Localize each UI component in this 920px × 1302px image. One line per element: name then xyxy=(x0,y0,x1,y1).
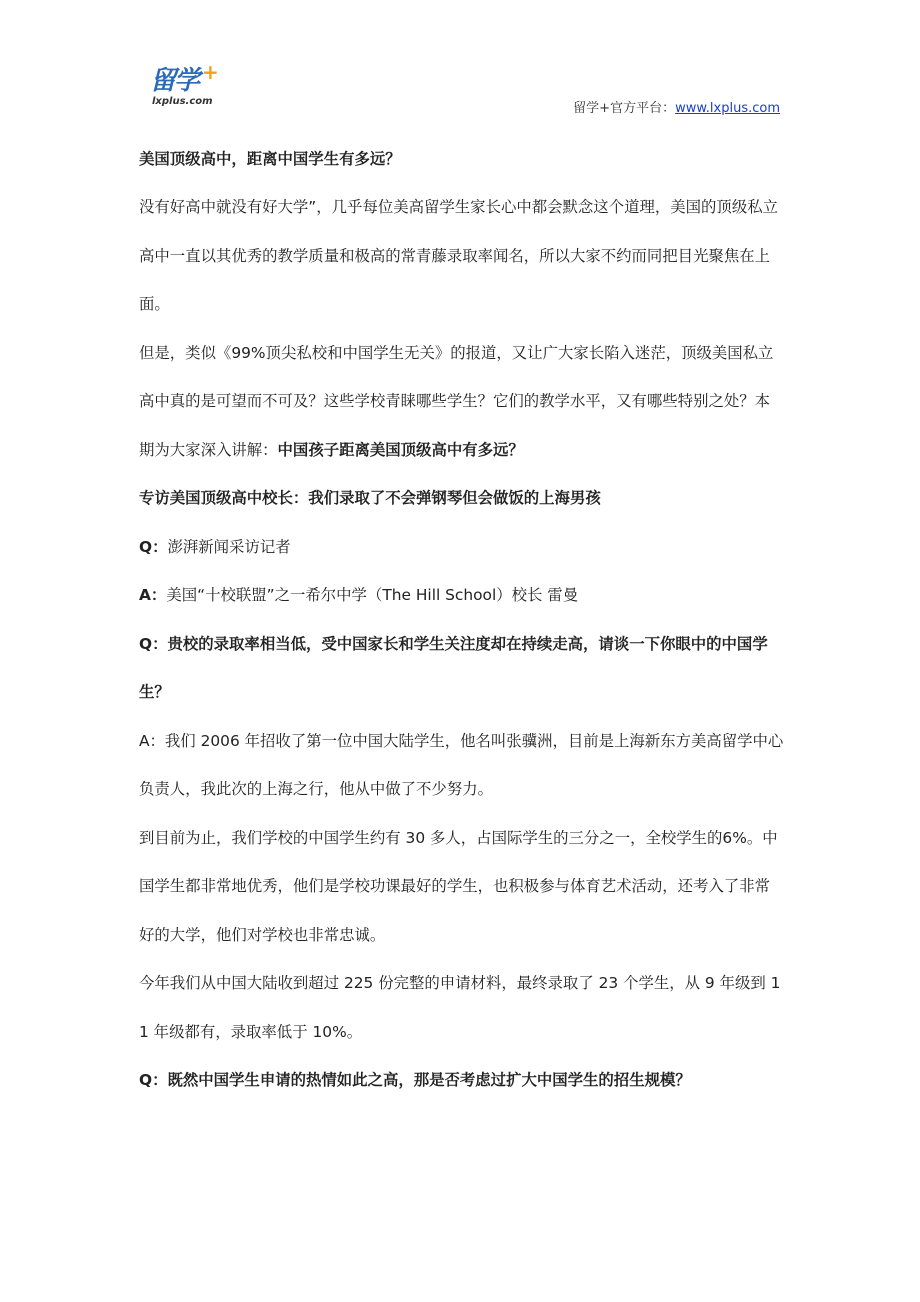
logo-subtext: lxplus.com xyxy=(152,96,213,107)
interviewer-text: 澎湃新闻采访记者 xyxy=(167,537,291,556)
answer-1-admissions: 今年我们从中国大陆收到超过 225 份完整的申请材料，最终录取了 23 个学生，从 9 年级到 11 年级都有，录取率低于 10%。 xyxy=(139,974,781,1041)
interview-subheading: 专访美国顶级高中校长：我们录取了不会弹钢琴但会做饭的上海男孩 xyxy=(139,489,601,507)
answer-1: A：我们 2006 年招收了第一位中国大陆学生，他名叫张骥洲，目前是上海新东方美高留学中心负责人，我此次的上海之行，他从中做了不少努力。 xyxy=(139,731,784,798)
paragraph-question-intro xyxy=(139,329,784,475)
lxplus-logo xyxy=(150,60,220,112)
question-2: Q：既然中国学生申请的热情如此之高，那是否考虑过扩大中国学生的招生规模？ xyxy=(139,1071,691,1089)
interviewer-line xyxy=(139,523,784,572)
interviewer-label: Q： xyxy=(139,537,168,556)
logo-main-text: 留学 xyxy=(150,66,199,96)
interviewee-label: A： xyxy=(139,586,167,604)
interviewee-line xyxy=(139,571,784,620)
article-title: 美国顶级高中，距离中国学生有多远？ xyxy=(139,150,401,168)
paragraph-intro: 没有好高中就没有好大学”，几乎每位美高留学生家长心中都会默念这个道理，美国的顶级私立高中一直以其优秀的教学质量和极高的常青藤录取率闻名，所以大家不约而同把目光聚焦在上面。 xyxy=(139,198,778,313)
interviewee-text: 美国“十校联盟”之一希尔中学（The Hill School）校长 雷曼 xyxy=(166,586,579,604)
platform-info xyxy=(573,100,780,118)
article-body xyxy=(139,143,784,1105)
paragraph-question-highlight: 中国孩子距离美国顶级高中有多远？ xyxy=(277,440,524,459)
platform-link[interactable]: www.lxplus.com xyxy=(675,101,780,116)
logo-plus-icon: + xyxy=(202,60,219,84)
paragraph-question-text: 但是，类似《99%顶尖私校和中国学生无关》的报道，又让广大家长陷入迷茫，顶级美国私立高中真的是可望而不可及？这些学校青睐哪些学生？它们的教学水平，又有哪些特别之处？本期为大家深入讲解： xyxy=(139,343,774,459)
question-1: Q：贵校的录取率相当低，受中国家长和学生关注度却在持续走高，请谈一下你眼中的中国学生？ xyxy=(139,634,768,701)
answer-1-continued: 到目前为止，我们学校的中国学生约有 30 多人，占国际学生的三分之一，全校学生的6%。中国学生都非常地优秀，他们是学校功课最好的学生，也积极参与体育艺术活动，还考入了非常好的大学，他们对学校也非常忠诚。 xyxy=(139,828,778,944)
platform-label: 留学+官方平台： xyxy=(573,101,676,116)
